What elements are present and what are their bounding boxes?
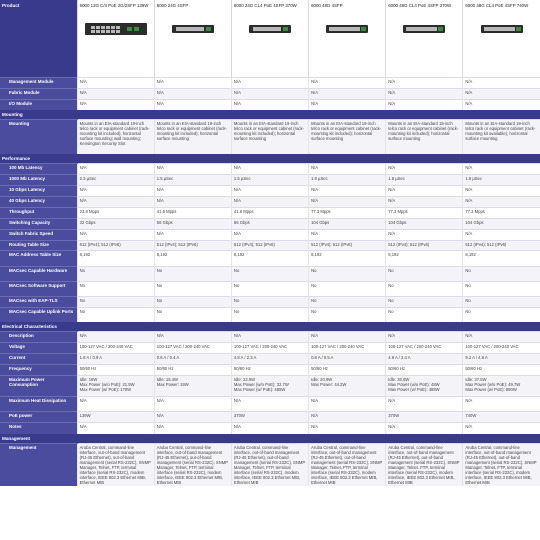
cell-value: No <box>154 281 231 296</box>
spec-row <box>0 343 540 354</box>
cell-value: No <box>77 296 154 307</box>
cell-value: 56 Gbps <box>154 218 231 229</box>
product-column-3 <box>231 0 308 77</box>
cell-value: 1.5 µSec <box>154 174 231 185</box>
row-label: Notes <box>0 423 77 434</box>
cell-value: Aruba Central, command-line interface, out-of-band management (RJ-45 Ethernet), out-of-band management (serial RS-232C), SNMP Manager, Telnet, FTP, terminal interface (serial RS-232C), modem interface, IEEE 802.3 Ethernet MIB, Ethernet MIB <box>154 443 231 486</box>
cell-value: 512 (IPv4); 512 (IPv6) <box>463 240 540 250</box>
row-label: Mounting <box>0 120 77 154</box>
cell-value: 8,192 <box>309 250 386 266</box>
cell-value: No <box>386 266 463 281</box>
row-label: Maximum Power Consumption <box>0 376 77 397</box>
product-name: 6000 48G 4SFP <box>311 3 343 8</box>
cell-value: N/A <box>154 99 231 110</box>
cell-value: 4.8 A / 2.3 A <box>231 354 308 365</box>
cell-value: 50/60 Hz <box>463 365 540 376</box>
cell-value: No <box>77 281 154 296</box>
product-name: 6000 48G CL4 PoE 4SFP 740W <box>465 3 529 8</box>
cell-value: Mounts in an EIA-standard 19-inch telco rack or equipment cabinet (rack-mounting kit included); horizontal surface mounting <box>309 120 386 154</box>
cell-value: N/A <box>77 423 154 434</box>
cell-value: N/A <box>154 88 231 99</box>
cell-value: 1.8 A / 0.9 A <box>77 354 154 365</box>
cell-value: 0.8 A / 0.5 A <box>309 354 386 365</box>
spec-row <box>0 99 540 110</box>
cell-value: N/A <box>154 77 231 88</box>
cell-value: 100-127 VAC / 200-240 VAC <box>309 343 386 354</box>
cell-value: No <box>386 296 463 307</box>
section-header-row <box>0 434 540 444</box>
cell-value: N/A <box>77 88 154 99</box>
cell-value: N/A <box>463 332 540 343</box>
cell-value: N/A <box>309 423 386 434</box>
spec-row <box>0 77 540 88</box>
cell-value: 104 Gbps <box>309 218 386 229</box>
cell-value: 8,192 <box>231 250 308 266</box>
cell-value: 512 (IPv4); 512 (IPv6) <box>77 240 154 250</box>
spec-row <box>0 266 540 281</box>
cell-value: No <box>154 307 231 322</box>
cell-value: No <box>386 281 463 296</box>
spec-row <box>0 88 540 99</box>
cell-value: N/A <box>309 99 386 110</box>
cell-value: N/A <box>309 412 386 423</box>
spec-row <box>0 281 540 296</box>
row-label: 1000 Mb Latency <box>0 174 77 185</box>
product-column-6 <box>463 0 540 77</box>
cell-value: 139W <box>77 412 154 423</box>
cell-value: 77.3 Mpps <box>386 207 463 218</box>
spec-row <box>0 443 540 486</box>
row-label: MACsec with EAP-TLS <box>0 296 77 307</box>
cell-value: 1.9 µSec <box>463 174 540 185</box>
cell-value: 0.6 A / 0.4 A <box>154 354 231 365</box>
cell-value: 50/60 Hz <box>154 365 231 376</box>
cell-value: N/A <box>463 88 540 99</box>
cell-value: 100-127 VAC / 200-240 VAC <box>386 343 463 354</box>
product-column-1 <box>77 0 154 77</box>
cell-value: N/A <box>309 88 386 99</box>
spec-row <box>0 397 540 412</box>
cell-value: N/A <box>77 185 154 196</box>
cell-value: N/A <box>231 332 308 343</box>
cell-value: 50/60 Hz <box>77 365 154 376</box>
cell-value: No <box>463 307 540 322</box>
row-label: Switch Fabric Speed <box>0 229 77 240</box>
spec-row <box>0 163 540 174</box>
cell-value: 740W <box>463 412 540 423</box>
cell-value: Mounts in an EIA-standard 19-inch telco rack or equipment cabinet (rack-mounting kit available); horizontal surface mounting <box>463 120 540 154</box>
cell-value: No <box>77 307 154 322</box>
row-label: Frequency <box>0 365 77 376</box>
cell-value: 100-127 VAC / 200-240 VAC <box>231 343 308 354</box>
cell-value: N/A <box>386 99 463 110</box>
cell-value: 104 Gbps <box>386 218 463 229</box>
switch-image <box>249 23 291 35</box>
cell-value: 370W <box>386 412 463 423</box>
spec-row <box>0 296 540 307</box>
cell-value: N/A <box>386 332 463 343</box>
cell-value: N/A <box>386 185 463 196</box>
cell-value: N/A <box>309 163 386 174</box>
spec-row <box>0 332 540 343</box>
cell-value: N/A <box>309 332 386 343</box>
spec-row <box>0 174 540 185</box>
row-label: Switching Capacity <box>0 218 77 229</box>
spec-row <box>0 365 540 376</box>
row-label: 100 Mb Latency <box>0 163 77 174</box>
cell-value: N/A <box>386 423 463 434</box>
cell-value: N/A <box>231 423 308 434</box>
cell-value: N/A <box>77 163 154 174</box>
cell-value: 512 (IPv4); 512 (IPv6) <box>386 240 463 250</box>
cell-value: N/A <box>231 196 308 207</box>
section-header-row <box>0 154 540 164</box>
row-label: Fabric Module <box>0 88 77 99</box>
cell-value: Idle: 20.9W Max Power: 44.2W <box>309 376 386 397</box>
cell-value: N/A <box>463 163 540 174</box>
cell-value: 41.6 Mpps <box>154 207 231 218</box>
cell-value: Mounts in an EIA-standard 19-inch telco rack or equipment cabinet (rack-mounting kit included); horizontal surface mounting <box>386 120 463 154</box>
row-label: 10 Gbps Latency <box>0 185 77 196</box>
cell-value: 104 Gbps <box>463 218 540 229</box>
section-title: Electrical Characteristics <box>0 322 540 332</box>
cell-value: No <box>463 281 540 296</box>
row-label: Voltage <box>0 343 77 354</box>
cell-value: 512 (IPv4); 512 (IPv6) <box>309 240 386 250</box>
cell-value: 8,192 <box>463 250 540 266</box>
cell-value: 8,192 <box>154 250 231 266</box>
cell-value: N/A <box>309 196 386 207</box>
row-label: Management Module <box>0 77 77 88</box>
cell-value: Aruba Central, command-line interface, out-of-band management (RJ-45 Ethernet), out-of-band management (serial RS-232C), SNMP Manager, Telnet, FTP, terminal interface (serial RS-232C), modem interface, IEEE 802.3 Ethernet MIB, Ethernet MIB <box>463 443 540 486</box>
spec-row <box>0 250 540 266</box>
cell-value: N/A <box>463 77 540 88</box>
cell-value: Mounts in an EIA-standard 19-inch telco rack or equipment cabinet (rack-mounting kit included); horizontal surface mounting <box>154 120 231 154</box>
cell-value: N/A <box>309 77 386 88</box>
cell-value: No <box>463 296 540 307</box>
spec-row <box>0 196 540 207</box>
cell-value: Aruba Central, command-line interface, out-of-band management (RJ-45 Ethernet), out-of-band management (serial RS-232C), SNMP Manager, Telnet, FTP, terminal interface (serial RS-232C), modem interface, IEEE 802.3 Ethernet MIB, Ethernet MIB <box>309 443 386 486</box>
cell-value: 1.9 µSec <box>386 174 463 185</box>
product-column-5 <box>386 0 463 77</box>
spec-row <box>0 376 540 397</box>
cell-value: Aruba Central, command-line interface, out-of-band management (RJ-45 Ethernet), out-of-band management (serial RS-232C), SNMP Manager, Telnet, FTP, terminal interface (serial RS-232C), modem interface, IEEE 802.3 Ethernet MIB, Ethernet MIB <box>386 443 463 486</box>
cell-value: N/A <box>463 99 540 110</box>
cell-value: No <box>309 266 386 281</box>
cell-value: N/A <box>231 88 308 99</box>
cell-value: N/A <box>77 196 154 207</box>
section-header-row <box>0 322 540 332</box>
cell-value: N/A <box>154 229 231 240</box>
row-label: Routing Table Size <box>0 240 77 250</box>
switch-image <box>481 23 523 35</box>
cell-value: N/A <box>77 332 154 343</box>
cell-value: N/A <box>154 196 231 207</box>
cell-value: 8,192 <box>77 250 154 266</box>
section-title: Performance <box>0 154 540 164</box>
cell-value: N/A <box>386 88 463 99</box>
row-label: MACsec Capable Uplink Ports <box>0 307 77 322</box>
cell-value: Mounts in an EIA-standard 19-inch telco rack or equipment cabinet (rack-mounting kit included); horizontal surface mounting <box>231 120 308 154</box>
cell-value: N/A <box>309 229 386 240</box>
cell-value: No <box>154 266 231 281</box>
cell-value: 56 Gbps <box>231 218 308 229</box>
cell-value: No <box>154 296 231 307</box>
product-name: 6000 24G CL4 PoE 4SFP 370W <box>233 3 297 8</box>
row-label: MACsec Capable Hardware <box>0 266 77 281</box>
cell-value: N/A <box>309 397 386 412</box>
cell-value: N/A <box>463 196 540 207</box>
cell-value: N/A <box>386 397 463 412</box>
row-label: PoE power <box>0 412 77 423</box>
cell-value: Idle: 16W Max Power (w/o PoE): 21.9W Max Power (w/ PoE): 170W <box>77 376 154 397</box>
cell-value: N/A <box>154 423 231 434</box>
cell-value: No <box>231 266 308 281</box>
cell-value: Idle: 15.4W Max Power: 19W <box>154 376 231 397</box>
spec-row <box>0 307 540 322</box>
cell-value: 4.9 A / 2.4 A <box>386 354 463 365</box>
cell-value: N/A <box>154 397 231 412</box>
cell-value: 50/60 Hz <box>309 365 386 376</box>
product-name: 6000 24G 4SFP <box>156 3 189 8</box>
switch-image <box>172 23 214 35</box>
cell-value: N/A <box>154 163 231 174</box>
cell-value: N/A <box>231 163 308 174</box>
spec-row <box>0 423 540 434</box>
cell-value: No <box>309 307 386 322</box>
cell-value: 1.9 µSec <box>309 174 386 185</box>
cell-value: N/A <box>231 99 308 110</box>
product-header-label: Product <box>0 0 77 77</box>
cell-value: N/A <box>77 229 154 240</box>
cell-value: Idle: 22.9W Max Power (w/o PoE): 32.7W Max Power (w/ PoE): 485W <box>231 376 308 397</box>
product-column-2 <box>154 0 231 77</box>
cell-value: N/A <box>231 229 308 240</box>
cell-value: N/A <box>463 423 540 434</box>
cell-value: N/A <box>154 185 231 196</box>
row-label: Throughput <box>0 207 77 218</box>
section-title: Management <box>0 434 540 444</box>
product-header-row <box>0 0 540 77</box>
spec-row <box>0 120 540 154</box>
cell-value: N/A <box>386 196 463 207</box>
cell-value: 41.6 Mpps <box>231 207 308 218</box>
cell-value: No <box>231 307 308 322</box>
cell-value: 8,192 <box>386 250 463 266</box>
row-label: Description <box>0 332 77 343</box>
product-name: 6000 48G CL4 PoE 4SFP 370W <box>388 3 452 8</box>
product-name: 6000 12G C/4 PoE 2G/2SFP 139W <box>79 3 149 8</box>
section-title: Mounting <box>0 110 540 120</box>
cell-value: No <box>386 307 463 322</box>
spec-row <box>0 354 540 365</box>
switch-image <box>85 23 147 35</box>
cell-value: No <box>77 266 154 281</box>
cell-value: Mounts in an EIA-standard 19-inch telco rack or equipment cabinet (rack-mounting kit included); horizontal surface mounting; wall mounting; Kensington Security Slot <box>77 120 154 154</box>
cell-value: N/A <box>77 77 154 88</box>
row-label: Maximum Heat Dissipation <box>0 397 77 412</box>
cell-value: 9.2 A / 4.8 A <box>463 354 540 365</box>
section-header-row <box>0 110 540 120</box>
row-label: I/O Module <box>0 99 77 110</box>
cell-value: 1.5 µSec <box>231 174 308 185</box>
spec-row <box>0 240 540 250</box>
cell-value: N/A <box>231 77 308 88</box>
row-label: Management <box>0 443 77 486</box>
row-label: Current <box>0 354 77 365</box>
spec-row <box>0 207 540 218</box>
cell-value: Aruba Central, command-line interface, out-of-band management (RJ-45 Ethernet), out-of-band management (serial RS-232C), SNMP Manager, Telnet, FTP, terminal interface (serial RS-232C), modem interface, IEEE 802.3 Ethernet MIB, Ethernet MIB <box>77 443 154 486</box>
cell-value: No <box>231 296 308 307</box>
cell-value: 77.3 Mpps <box>463 207 540 218</box>
cell-value: N/A <box>463 229 540 240</box>
cell-value: 100-127 VAC / 200-240 VAC <box>77 343 154 354</box>
cell-value: No <box>309 296 386 307</box>
switch-image <box>326 23 368 35</box>
cell-value: 512 (IPv4); 512 (IPv6) <box>154 240 231 250</box>
cell-value: 32 Gbps <box>77 218 154 229</box>
spec-row <box>0 185 540 196</box>
cell-value: 77.3 Mpps <box>309 207 386 218</box>
cell-value: 23.8 Mpps <box>77 207 154 218</box>
cell-value: 512 (IPv4); 512 (IPv6) <box>231 240 308 250</box>
cell-value: N/A <box>154 332 231 343</box>
cell-value: N/A <box>154 412 231 423</box>
cell-value: 100-127 VAC / 200-240 VAC <box>463 343 540 354</box>
cell-value: N/A <box>386 77 463 88</box>
cell-value: No <box>309 281 386 296</box>
row-label: MAC Address Table Size <box>0 250 77 266</box>
cell-value: N/A <box>386 229 463 240</box>
cell-value: N/A <box>77 397 154 412</box>
spec-row <box>0 229 540 240</box>
cell-value: 370W <box>231 412 308 423</box>
row-label: MACsec Software Support <box>0 281 77 296</box>
cell-value: N/A <box>463 185 540 196</box>
cell-value: 50/60 Hz <box>386 365 463 376</box>
switch-image <box>403 23 445 35</box>
cell-value: Aruba Central, command-line interface, out-of-band management (RJ-45 Ethernet), out-of-band management (serial RS-232C), SNMP Manager, Telnet, FTP, terminal interface (serial RS-232C), modem interface, IEEE 802.3 Ethernet MIB, Ethernet MIB <box>231 443 308 486</box>
cell-value: N/A <box>231 397 308 412</box>
cell-value: N/A <box>77 99 154 110</box>
cell-value: Idle: 37.5W Max Power (w/o PoE): 49.7W Max Power (w/ PoE): 890W <box>463 376 540 397</box>
cell-value: 100-127 VAC / 200-240 VAC <box>154 343 231 354</box>
cell-value: N/A <box>463 397 540 412</box>
cell-value: N/A <box>231 185 308 196</box>
cell-value: N/A <box>386 163 463 174</box>
cell-value: N/A <box>309 185 386 196</box>
cell-value: 50/60 Hz <box>231 365 308 376</box>
product-column-4 <box>309 0 386 77</box>
spec-row <box>0 412 540 423</box>
cell-value: 2.3 µSec <box>77 174 154 185</box>
cell-value: No <box>463 266 540 281</box>
row-label: 40 Gbps Latency <box>0 196 77 207</box>
spec-row <box>0 218 540 229</box>
cell-value: No <box>231 281 308 296</box>
cell-value: Idle: 30.6W Max Power (w/o PoE): 48W Max Power (w/ PoE): 488W <box>386 376 463 397</box>
